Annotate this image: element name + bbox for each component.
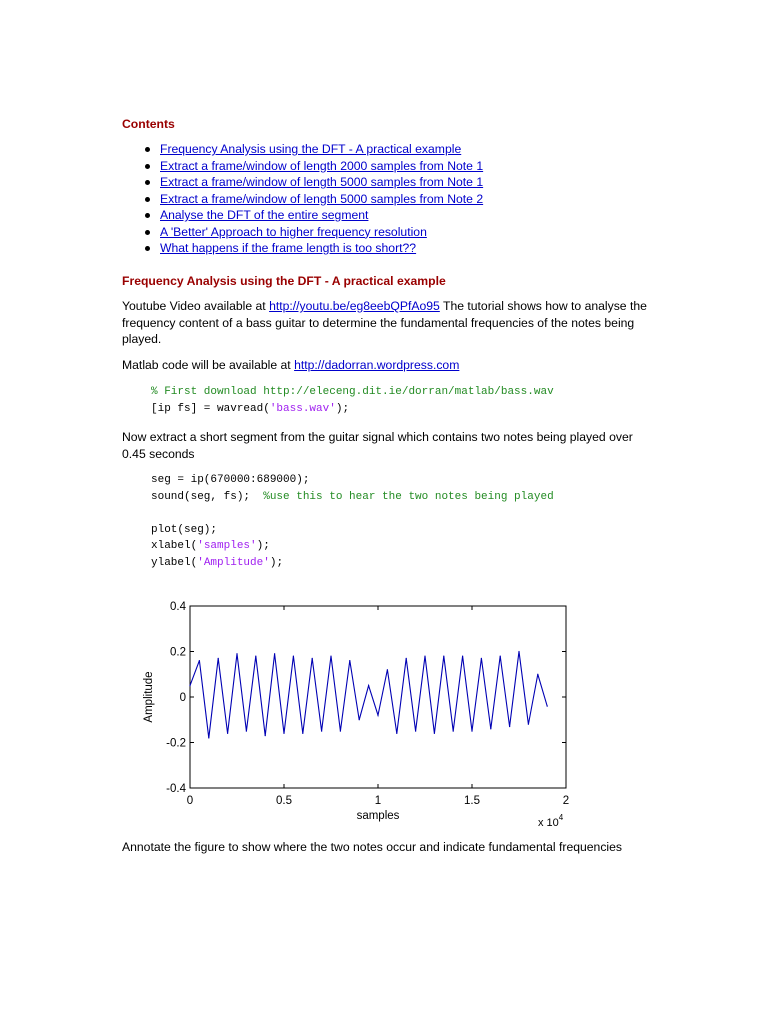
y-axis-label: Amplitude: [143, 671, 155, 723]
signal-point: [340, 731, 341, 732]
y-tick-label: 0: [179, 692, 186, 704]
signal-point: [500, 655, 501, 656]
signal-point: [396, 733, 397, 734]
toc-item: [122, 141, 483, 158]
signal-point: [462, 655, 463, 656]
code-comment: %use this to hear the two notes being played: [263, 490, 554, 503]
code-block-plot: [151, 472, 554, 572]
signal-point: [368, 685, 369, 686]
toc-link-frame-too-short[interactable]: What happens if the frame length is too short??: [160, 241, 417, 255]
signal-point: [490, 728, 491, 729]
signal-point: [330, 655, 331, 656]
code-text: );: [269, 556, 284, 569]
code-block-download: [151, 384, 554, 417]
toc-item: [122, 224, 483, 241]
bullet-icon: [145, 246, 150, 251]
signal-point: [274, 653, 275, 654]
code-string: 'bass.wav': [269, 402, 336, 415]
signal-point: [265, 735, 266, 736]
signal-point: [227, 733, 228, 734]
signal-point: [377, 715, 378, 716]
section-heading: Frequency Analysis using the DFT - A practical example: [122, 274, 446, 288]
toc-link-analyse-dft[interactable]: Analyse the DFT of the entire segment: [160, 208, 369, 222]
toc-item: [122, 207, 483, 224]
code-text: ylabel(: [151, 556, 198, 569]
code-text: plot(seg);: [151, 523, 218, 536]
signal-point: [424, 655, 425, 656]
code-text: );: [335, 402, 350, 415]
signal-point: [528, 724, 529, 725]
bullet-icon: [145, 164, 150, 169]
x-tick-label: 1.5: [464, 795, 480, 807]
signal-point: [415, 731, 416, 732]
signal-point: [537, 674, 538, 675]
signal-point: [218, 658, 219, 659]
toc-item: [122, 158, 483, 175]
signal-point: [406, 658, 407, 659]
signal-point: [283, 733, 284, 734]
signal-point: [321, 731, 322, 732]
x-tick-label: 1: [374, 795, 382, 807]
code-text: );: [256, 540, 270, 553]
signal-point: [434, 733, 435, 734]
signal-point: [255, 655, 256, 656]
signal-point: [387, 669, 388, 670]
bullet-icon: [145, 180, 150, 185]
toc-link-5000-samples-note1[interactable]: Extract a frame/window of length 5000 samples from Note 1: [160, 175, 484, 189]
x-tick-label: 0.5: [276, 795, 292, 807]
x-tick-label: 0: [186, 795, 194, 807]
x-multiplier-exponent: 4: [558, 813, 564, 822]
signal-point: [509, 726, 510, 727]
signal-point: [312, 658, 313, 659]
table-of-contents: [122, 141, 483, 257]
toc-link-2000-samples-note1[interactable]: Extract a frame/window of length 2000 samples from Note 1: [160, 158, 484, 173]
code-text: [ip fs] = wavread(: [151, 402, 270, 415]
y-tick-label: -0.2: [166, 737, 186, 750]
toc-item: [122, 191, 483, 208]
x-multiplier-base: x 10: [538, 817, 559, 829]
x-tick-label: 2: [562, 795, 570, 807]
x-multiplier-label: [538, 813, 564, 829]
matlab-prefix: Matlab code will be available at: [122, 358, 295, 372]
plot-area: [190, 606, 566, 788]
code-comment: % First download http://eleceng.dit.ie/dorran/matlab/bass.wav: [151, 386, 554, 398]
code-string: 'samples': [197, 540, 257, 553]
extract-paragraph: Now extract a short segment from the guitar signal which contains two notes being played over 0.45 seconds: [122, 430, 633, 461]
bullet-icon: [145, 230, 150, 235]
signal-point: [359, 719, 360, 720]
y-tick-labels: [166, 601, 186, 795]
signal-point: [302, 733, 303, 734]
signal-point: [443, 655, 444, 656]
x-tick-labels: [187, 795, 569, 807]
intro-paragraph: [122, 298, 650, 348]
toc-link-frequency-analysis[interactable]: Frequency Analysis using the DFT - A practical example: [160, 142, 462, 156]
signal-point: [208, 737, 209, 738]
signal-point: [293, 655, 294, 656]
annotate-paragraph: Annotate the figure to show where the two notes occur and indicate fundamental frequencies: [122, 840, 623, 854]
code-string: 'Amplitude': [197, 556, 270, 569]
signal-point: [518, 651, 519, 652]
code-text: seg = ip(670000:689000);: [151, 474, 310, 486]
matlab-link[interactable]: http://dadorran.wordpress.com: [294, 358, 460, 372]
bullet-icon: [145, 197, 150, 202]
signal-point: [481, 658, 482, 659]
bullet-icon: [145, 147, 150, 152]
signal-point: [246, 731, 247, 732]
amplitude-plot: [130, 592, 600, 837]
y-tick-label: 0.2: [170, 646, 186, 659]
signal-point: [471, 731, 472, 732]
signal-point: [189, 685, 190, 686]
signal-point: [199, 660, 200, 661]
signal-point: [349, 660, 350, 661]
signal-point: [547, 706, 548, 707]
x-axis-label: samples: [356, 810, 400, 822]
intro-prefix: Youtube Video available at: [122, 299, 270, 313]
signal-point: [453, 731, 454, 732]
matlab-paragraph: [122, 357, 650, 374]
code-text: xlabel(: [151, 540, 198, 553]
toc-item: [122, 240, 483, 257]
youtube-link[interactable]: http://youtu.be/eg8eebQPfAo95: [269, 299, 440, 313]
toc-link-5000-samples-note2[interactable]: Extract a frame/window of length 5000 samples from Note 2: [160, 191, 484, 206]
contents-heading: Contents: [122, 117, 175, 131]
y-tick-label: 0.4: [170, 601, 186, 613]
signal-point: [236, 653, 237, 654]
intro-suffix: The tutorial shows how to analyse the frequency content of a bass guitar to determine the fundamental frequencies of the notes being played.: [122, 299, 647, 347]
code-text: sound(seg, fs);: [151, 490, 264, 503]
bullet-icon: [145, 213, 150, 218]
toc-link-better-approach[interactable]: A 'Better' Approach to higher frequency resolution: [160, 224, 427, 239]
toc-item: [122, 174, 483, 191]
y-tick-label: -0.4: [166, 783, 186, 795]
